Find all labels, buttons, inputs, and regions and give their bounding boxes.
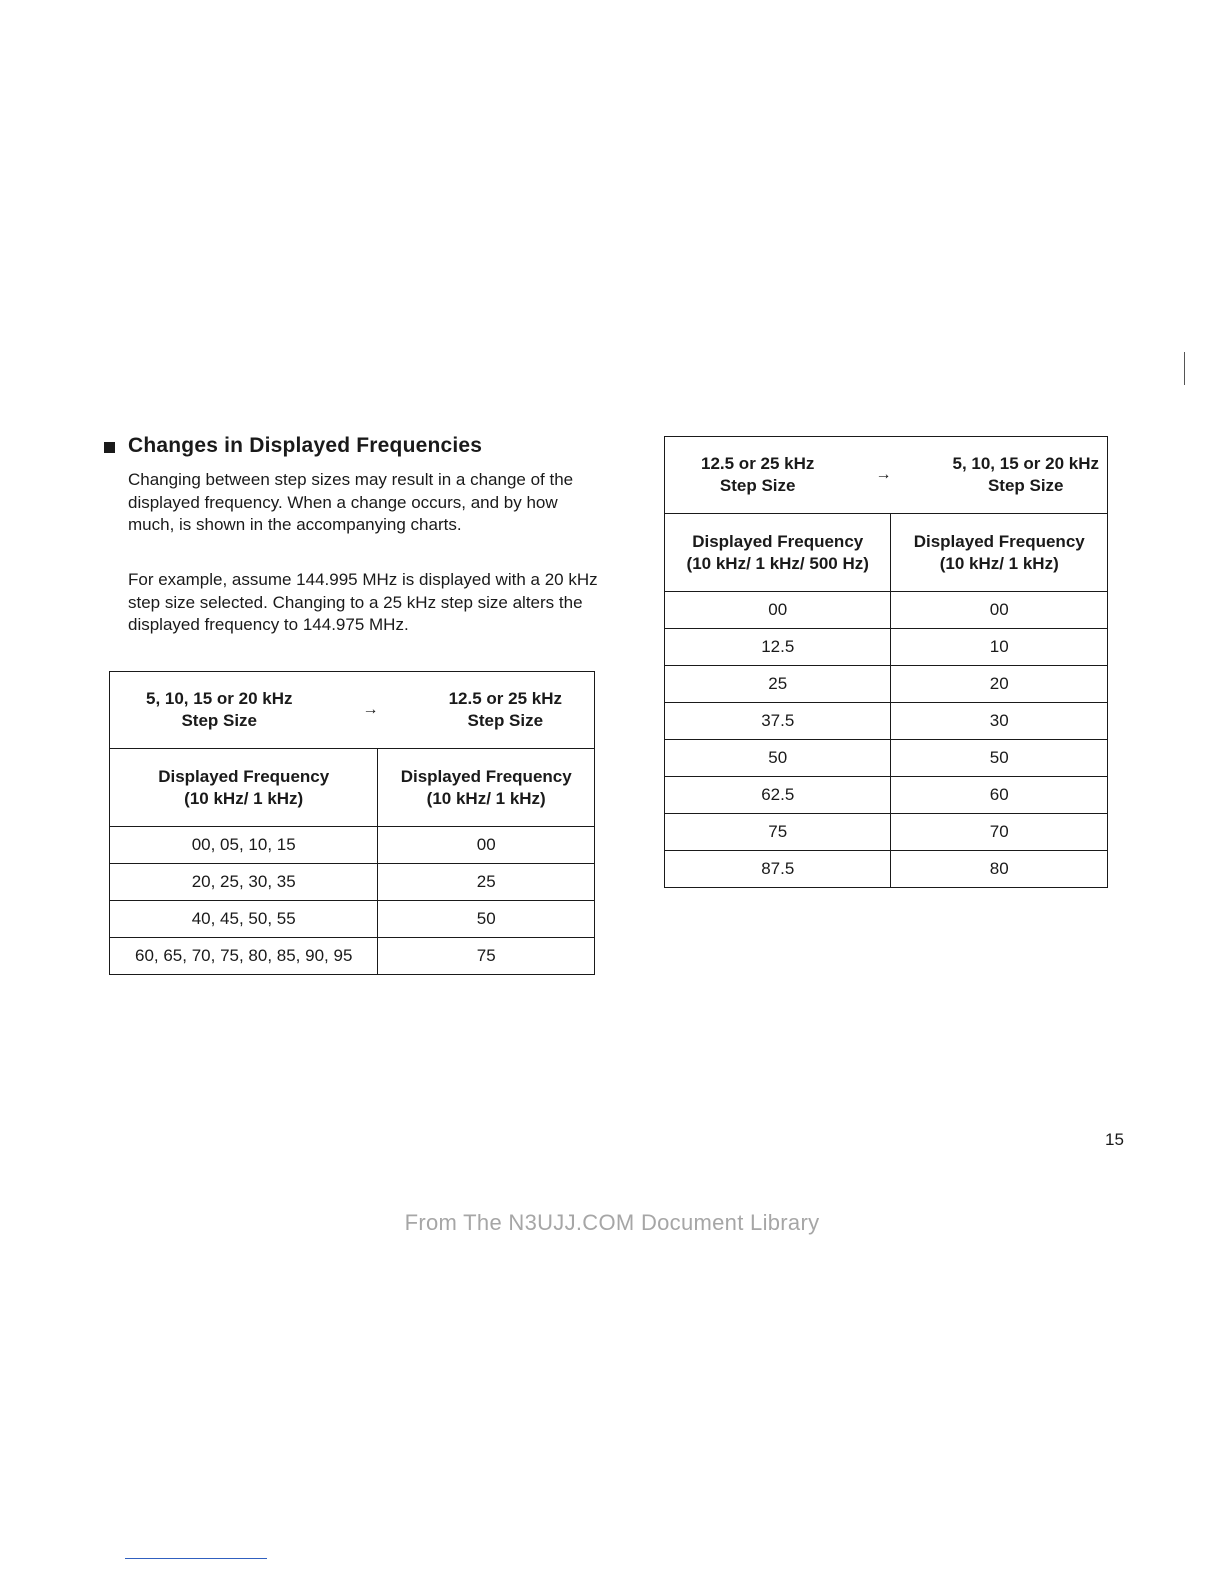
column-header-units: (10 kHz/ 1 kHz) [184,788,304,808]
table-row [110,827,595,864]
table-row [665,740,1108,777]
margin-rule [1184,352,1185,385]
table-row [110,938,595,975]
from-step-size [701,453,814,497]
to-step-size [449,688,562,732]
to-step-values: 12.5 or 25 kHz [448,689,562,708]
from-frequency-cell: 60, 65, 70, 75, 80, 85, 90, 95 [110,938,378,975]
to-frequency-cell: 50 [891,740,1108,777]
to-step-label: Step Size [987,476,1064,495]
table-row [665,703,1108,740]
from-frequency-cell: 00, 05, 10, 15 [110,827,378,864]
square-bullet-icon [104,442,115,453]
table-row [665,592,1108,629]
from-frequency-cell: 62.5 [665,777,891,814]
to-step-label: Step Size [467,711,544,730]
to-frequency-cell: 30 [891,703,1108,740]
column-header-units: (10 kHz/ 1 kHz/ 500 Hz) [686,553,869,573]
from-step-label: Step Size [719,476,796,495]
to-frequency-cell: 00 [378,827,595,864]
table-row [665,777,1108,814]
column-header-to [891,514,1108,592]
example-paragraph: For example, assume 144.995 MHz is displayed with a 20 kHz step size selected. Changing to a 25 kHz step size alters the displayed frequency to 144.975 MHz. [128,570,598,635]
from-frequency-cell: 87.5 [665,851,891,888]
table-row [665,851,1108,888]
from-frequency-cell: 12.5 [665,629,891,666]
from-frequency-cell: 75 [665,814,891,851]
table-header-step-size [665,437,1108,514]
column-header-to [378,749,595,827]
column-header-title: Displayed Frequency [913,531,1085,551]
to-step-size [953,453,1099,497]
column-header-units: (10 kHz/ 1 kHz) [426,788,546,808]
from-step-values: 12.5 or 25 kHz [701,454,815,473]
from-step-values: 5, 10, 15 or 20 kHz [146,689,293,708]
section-title: Changes in Displayed Frequencies [128,434,483,457]
to-step-values: 5, 10, 15 or 20 kHz [952,454,1099,473]
library-footer: From The N3UJJ.COM Document Library [404,1210,820,1235]
intro-paragraph: Changing between step sizes may result in a change of the displayed frequency. When a change occurs, and by how much, is shown in the accompanying charts. [128,470,574,535]
column-header-from [110,749,378,827]
column-header-title: Displayed Frequency [692,531,864,551]
to-frequency-cell: 10 [891,629,1108,666]
step-change-table-to-5-20 [664,436,1108,888]
from-frequency-cell: 50 [665,740,891,777]
from-frequency-cell: 37.5 [665,703,891,740]
to-frequency-cell: 00 [891,592,1108,629]
to-frequency-cell: 60 [891,777,1108,814]
to-frequency-cell: 25 [378,864,595,901]
column-header-title: Displayed Frequency [158,766,330,786]
step-change-table-to-12-5 [109,671,595,975]
from-step-label: Step Size [181,711,258,730]
table-row [110,901,595,938]
from-frequency-cell: 25 [665,666,891,703]
to-frequency-cell: 50 [378,901,595,938]
to-frequency-cell: 70 [891,814,1108,851]
to-frequency-cell: 75 [378,938,595,975]
to-frequency-cell: 20 [891,666,1108,703]
section-heading [104,434,482,458]
from-frequency-cell: 00 [665,592,891,629]
column-header-units: (10 kHz/ 1 kHz) [939,553,1059,573]
table-row [110,864,595,901]
column-header-title: Displayed Frequency [400,766,572,786]
from-step-size [146,688,292,732]
page-number: 15 [1105,1130,1124,1149]
arrow-right-icon: → [875,466,892,483]
table-row [665,814,1108,851]
column-header-from [665,514,891,592]
from-frequency-cell: 40, 45, 50, 55 [110,901,378,938]
table-row [665,629,1108,666]
bottom-rule [125,1558,267,1559]
to-frequency-cell: 80 [891,851,1108,888]
arrow-right-icon: → [362,701,379,718]
table-row [665,666,1108,703]
from-frequency-cell: 20, 25, 30, 35 [110,864,378,901]
table-header-step-size [110,672,595,749]
